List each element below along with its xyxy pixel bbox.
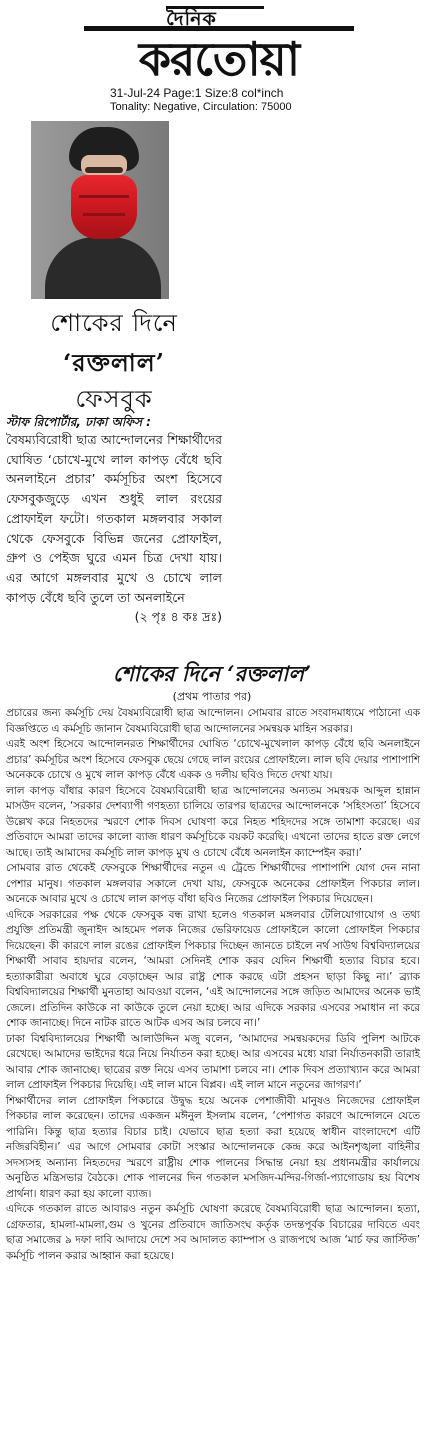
body-paragraph: প্রচারের জন্য কর্মসূচি দেয় বৈষম্যবিরোধী ছাত্র আন্দোলন। সোমবার রাতে সংবাদমাধ্যমে পাঠানো এক বিজ্ঞপ্তিতে এ কর্মসূচি জানান বৈষম্যবিরোধী ছাত্র আন্দোলনের সমন্বয়ক মাহিন সরকার। <box>6 707 420 735</box>
clip-info: 31-Jul-24 Page:1 Size:8 col*inch <box>110 86 284 100</box>
body-paragraph: ঢাকা বিশ্ববিদ্যালয়ের শিক্ষার্থী আলাউদ্দিন মজু বলেন, ‘আমাদের সমন্বয়কদের ডিবি পুলিশ আটকে রেখেছে। আমাদের ভাইদের ধরে নিয়ে নির্যাতন করা হচ্ছে। আর এসবের মধ্যে যারা নির্যাতনকারী তারাই আবার শোক জানাচ্ছে। ছাত্রের রক্ত নিয়ে এসব তামাশা চলবে না। শোক দিবস প্রত্যাখ্যান করে আমরা লাল প্রোফাইল পিকচার দিয়েছি। এই লাল মানে বিপ্লব। এই লাল মানে নতুনের জাগরণ।’ <box>6 1032 420 1091</box>
body-paragraph: এরই অংশ হিসেবে আন্দোলনরত শিক্ষার্থীদের ঘোষিত ‘চোখে-মুখেলাল কাপড় বেঁধে ছবি অনলাইনে প্রচার’ কর্মসূচির অংশ হিসেবে ফেসবুক ছেয়ে গেছে লাল রংয়ের প্রোফাইলে। লাল ছবি দেয়ার পাশাপাশি অনেককে চোখে ও মুখে লাল কাপড় বেঁধে একক ও দলীয় ছবিও দিতে দেখা যায়। <box>6 738 420 781</box>
continuation-subtitle: (প্রথম পাতার পর) <box>172 690 252 703</box>
newspaper-name-small: দৈনিক <box>166 6 264 31</box>
headline-line-2: ‘রক্তলাল’ <box>63 348 165 377</box>
headline-line-3: ফেসবুক <box>75 385 153 413</box>
body-paragraph: এদিকে গতকাল রাতে আবারও নতুন কর্মসূচি ঘোষণা করেছে বৈষম্যবিরোধী ছাত্র আন্দোলন। হত্যা, গ্রেফতার, হামলা-মামলা,গুম ও খুনের প্রতিবাদে জাতিসংঘ কর্তৃক তদন্তপূর্বক বিচারের দাবিতে এবং ছাত্র সমাজের ৯ দফা দাবি আদায়ে দেশে সব আদালত ক্যাম্পাস ও রাজপথে আজ ‘মার্চ ফর জাস্টিজ’ কর্মসূচি পালন করার আহ্বান করা হয়েছে। <box>6 1203 420 1262</box>
masked-face-photo <box>31 121 169 299</box>
clip-info-tonality: Tonality: Negative, Circulation: 75000 <box>110 101 292 113</box>
headline-line-1: শোকের দিনে <box>50 309 178 337</box>
continuation-title: শোকের দিনে ‘রক্তলাল’ <box>112 661 312 686</box>
body-paragraph: লাল কাপড় বাঁধার কারণ হিসেবে বৈষম্যবিরোধী ছাত্র আন্দোলনের অন্যতম সমন্বয়ক আব্দুল হান্নান মাসউদ বলেন, ‘সরকার দেশব্যাপী গণহত্যা চালিয়ে তারপর ছাত্রদের আন্দোলনকে ‘সহিংসতা’ হিসেবে উল্লেখ করে নিহতদের স্মরণে শোক দিবস ঘোষণা করে নিহত শহিদদের সঙ্গে তামাশা করেছে। এর প্রতিবাদে আমরা তাদের কালো ব্যাজ ধারণ কর্মসূচিকে বয়কট করেছি। এখনো তাদের হাতে রক্ত লেগে আছে। তাই আমাদের কর্মসূচি লাল কাপড় মুখ ও চোখে বেঁধে অনলাইন ক্যাম্পেইন করা।’ <box>6 784 420 859</box>
body-paragraph: এদিকে সরকারের পক্ষ থেকে ফেসবুক বন্ধ রাখা হলেও গতকাল মঙ্গলবার টেলিযোগাযোগ ও তথ্য প্রযুক্তি প্রতিমন্ত্রী জুনাইদ আহমেদ পলক নিজের ভেরিফায়েড প্রোফাইলে কালো প্রোফাইল পিকচার দিয়েছেন। কী কারণে লাল রঙের প্রোফাইল পিকচার দিচ্ছেন জানতে চাইলে নর্থ সাউথ বিশ্ববিদ্যালয়ের শিক্ষার্থী সাবাব হায়দার বলেন, ‘আমরা সেদিনই শোক করব যেদিন শিক্ষার্থী হত্যার বিচার হবে। হত্যাকারীরা অবাধে ঘুরে বেড়াচ্ছেন আর রাষ্ট্র শোক করছে এটা প্রহসন ছাড়া কিছু না।’ ব্র্যাক বিশ্ববিদ্যালয়ের শিক্ষার্থী মুনতাহা আবওয়া বলেন, ‘এই আন্দোলনের সঙ্গে জড়িত আমাদের অনেক ভাই জেলে। প্রতিদিন কাউকে না কাউকে তুলে নেয়া হচ্ছে। আর এদিকে সরকার এসবের সমাধান না করে শোক জানাচ্ছে। দিনে নাটক রাতে আটক এসব আর চলবে না।’ <box>6 908 420 1029</box>
masthead <box>0 0 424 112</box>
continued-marker: (২ পৃঃ ৪ কঃ দ্রঃ) <box>134 609 222 625</box>
body-paragraph: সোমবার রাত থেকেই ফেসবুকে শিক্ষার্থীদের নতুন এ ট্রেন্ডে শিক্ষার্থীদের পাশাপাশি যোগ দেন নানা পেশার মানুষ। গতকাল মঙ্গলবার সকালে দেখা যায়, ফেসবুকে অনেকের প্রোফাইল পিকচার লাল। অনেকে আবার মুখে ও চোখে লাল কাপড় বাঁধা ছবিও নিজের প্রোফাইল পিকচার দিয়েছেন। <box>6 862 420 905</box>
byline: স্টাফ রিপোর্টার, ঢাকা অফিস : <box>6 415 151 429</box>
lead-text <box>6 430 222 627</box>
body-paragraph: শিক্ষার্থীদের লাল প্রোফাইল পিকচারে উদ্বুদ্ধ হয়ে অনেক পেশাজীবী মানুষও নিজেদের প্রোফাইল পিকচার লাল করেছেন। তাদের একজন মঈনুল ইসলাম বলেন, ‘পেশাগত কারণে আন্দোলনে যেতে পারিনি। কিন্তু ছাত্র হত্যার বিচার চাই। যেভাবে ছাত্র হত্যা করা হয়েছে স্বাধীন বাংলাদেশে এটি নজিরবিহীন।’ এর আগে সোমবার কোটা সংস্কার আন্দোলনকে কেন্দ্র করে আইনশৃঙ্খলা বাহিনীর সদস্যসহ অন্যান্য নিহতদের স্মরণে রাষ্ট্রীয় শোক পালনের সিদ্ধান্ত নেয়া হয় প্রধানমন্ত্রীর কার্যালয়ে অনুষ্ঠিত মন্ত্রিসভার বৈঠকে। শোক পালনের দিন গতকাল মসজিদ-মন্দির-গির্জা-প্যাগোডায় হয় বিশেষ প্রার্থনা। ধারণ করা হয় কালো ব্যাজ। <box>6 1094 420 1200</box>
newspaper-name: করতোয়া <box>84 26 354 89</box>
lead-paragraph: বৈষম্যবিরোধী ছাত্র আন্দোলনের শিক্ষার্থীদের ঘোষিত ‘চোখে-মুখে লাল কাপড় বেঁধে ছবি অনলাইনে প্রচার’ কর্মসূচির অংশ হিসেবে ফেসবুকজুড়ে এখন শুধুই লাল রংয়ের প্রোফাইল ফটো। গতকাল মঙ্গলবার সকাল থেকে ফেসবুকে বিভিন্ন জনের প্রোফাইল, গ্রুপ ও পেইজ ঘুরে এমন চিত্র দেখা যায়। এর আগে মঙ্গলবার মুখে ও চোখে লাল কাপড় বেঁধে ছবি তুলে তা অনলাইনে <box>6 432 222 605</box>
continuation-body <box>6 706 420 1264</box>
